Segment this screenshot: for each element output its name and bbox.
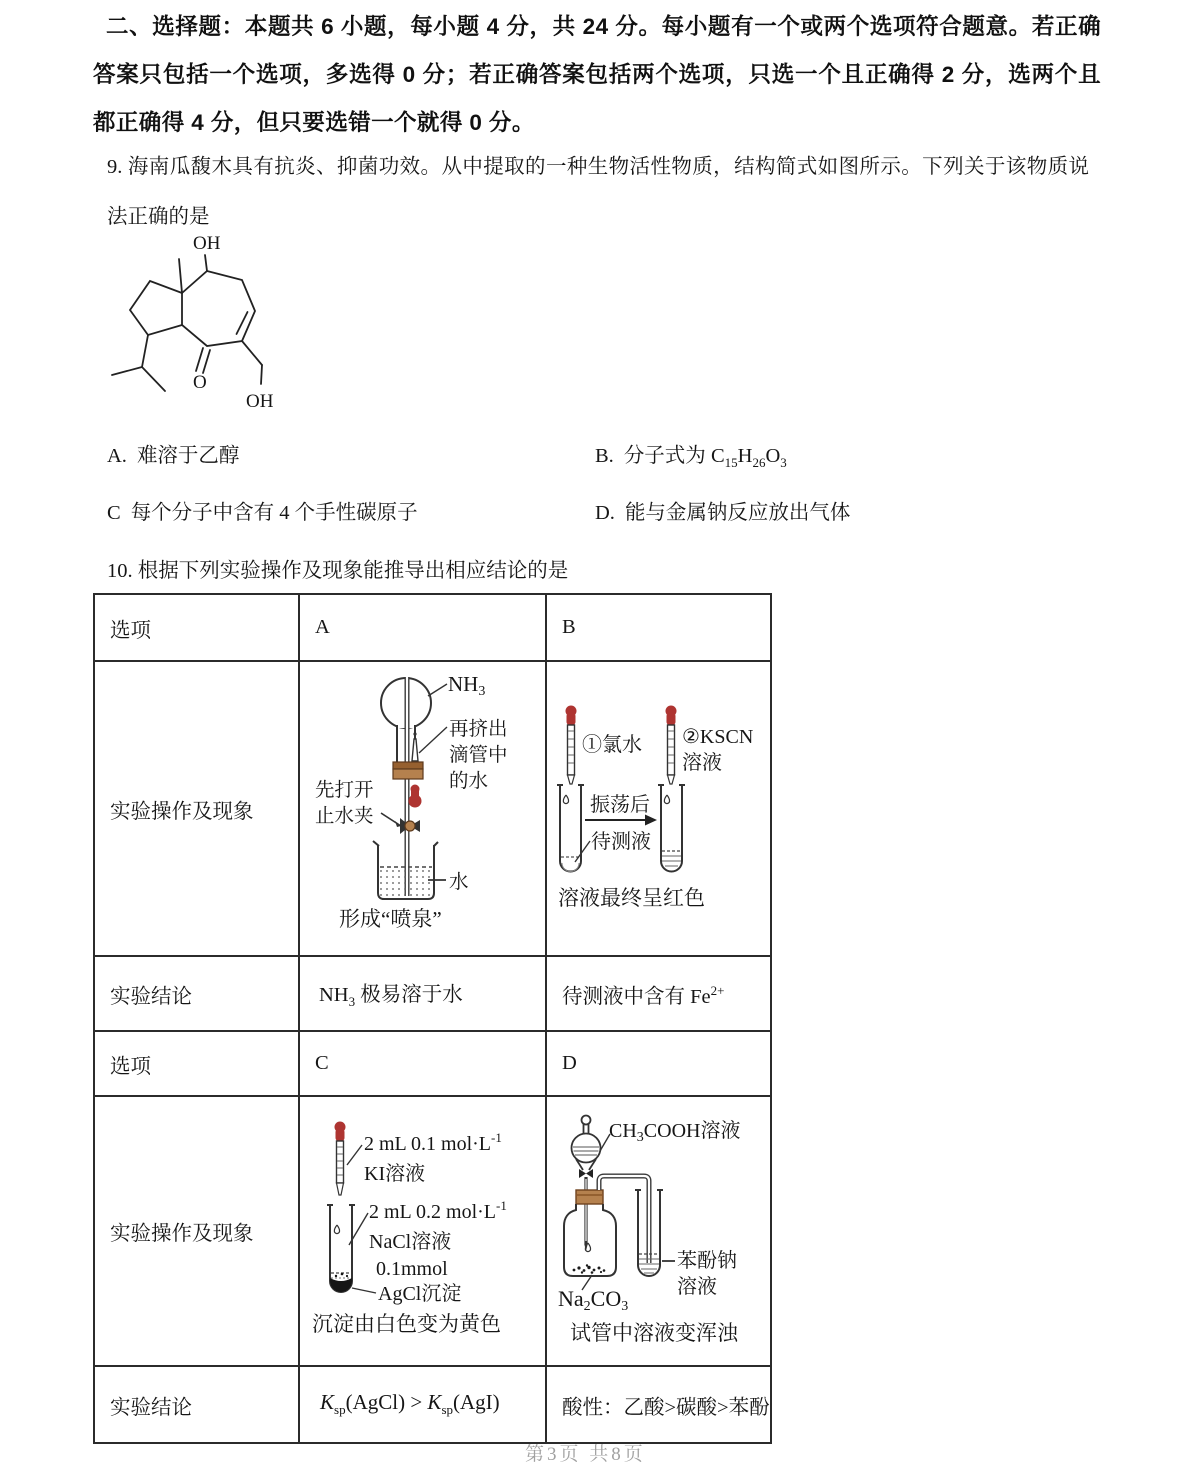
- flask-stopper: [576, 1190, 603, 1204]
- conclusion-b: 待测液中含有 $Fe^{2+}$: [547, 957, 770, 1032]
- dropping-funnel: [572, 1116, 601, 1171]
- diagram-a-caption: 形成“喷泉”: [339, 907, 442, 931]
- cell-b-diagram: [547, 662, 770, 957]
- o-label: O: [193, 372, 207, 393]
- page-footer-partial: 第3页 共8页: [525, 1444, 646, 1465]
- oh-bottom-label: OH: [246, 391, 274, 412]
- water-fill: [380, 869, 432, 897]
- diagram-c-caption: 沉淀由白色变为黄色: [312, 1312, 501, 1336]
- gas-generation-diagram: [552, 1107, 774, 1359]
- dropper-2: [666, 706, 677, 785]
- shake-label: 振荡后: [590, 794, 650, 816]
- isopropyl-right: [142, 367, 165, 391]
- diagram-b-caption: 溶液最终呈红色: [558, 886, 705, 910]
- cell-a-diagram: [300, 662, 547, 957]
- table-col-c-header: C: [300, 1032, 547, 1097]
- dropper-1: [566, 706, 577, 785]
- ch2oh-bond: [261, 365, 262, 384]
- droplet-glyph-2: [664, 795, 669, 804]
- option-a: A. 难溶于乙醇: [107, 445, 240, 467]
- funnel-stopcock: [579, 1169, 586, 1178]
- nh3-fountain-diagram: [301, 665, 545, 957]
- gas-bottle: [564, 1204, 616, 1276]
- methyl-bond: [179, 259, 182, 293]
- phenolate-label-1: 苯酚钠: [677, 1250, 737, 1272]
- arrow-head: [645, 815, 657, 826]
- mmol-label: 0.1mmol: [376, 1258, 448, 1280]
- clamp-label-2: 止水夹: [315, 806, 374, 827]
- table-row3-label: 实验结论: [95, 957, 300, 1032]
- dropper1-label: ①氯水: [582, 734, 642, 756]
- section-header: 二、选择题：本题共 6 小题，每小题 4 分，共 24 分。每小题有一个或两个选项符合题意。若正确答案只包括一个选项，多选得 0 分；若正确答案包括两个选项，只选一个且正确得 2 分，选两个且都正确得 4 分，但只要选错一个就得 0 分。: [93, 14, 1101, 135]
- sample-label: 待测液: [591, 831, 651, 853]
- isopropyl-bond: [142, 335, 148, 367]
- seven-membered-ring: [182, 271, 255, 346]
- clamp-label-1: 先打开: [315, 780, 374, 801]
- gas-label: NH3: [448, 672, 486, 699]
- nacl-label-line1: 2 mL 0.2 $mol\cdot L^{-1}$: [369, 1198, 507, 1223]
- nacl-label-line2: NaCl溶液: [369, 1231, 452, 1253]
- question-10-text: 10. 根据下列实验操作及现象能推导出相应结论的是: [107, 560, 569, 582]
- table-row2-label: 实验操作及现象: [95, 662, 300, 957]
- q9-structure-diagram: [95, 228, 345, 428]
- table-col-d-header: D: [547, 1032, 770, 1097]
- droplet-glyph: [334, 1225, 339, 1234]
- table-row4-label: 选项: [95, 1032, 300, 1097]
- na2co3-label: Na2CO3: [558, 1286, 629, 1314]
- ch2-bond: [242, 341, 262, 365]
- table-col-b-header: B: [547, 595, 770, 662]
- fe2-test-diagram: [552, 665, 772, 955]
- question-9-number: 9.: [107, 156, 123, 178]
- delivery-tube: [599, 1176, 649, 1263]
- acetic-acid-label: $CH_3COOH$溶液: [609, 1120, 741, 1145]
- option-c: C 每个分子中含有 4 个手性碳原子: [107, 502, 418, 524]
- question-9-text: 9. 海南瓜馥木具有抗炎、抑菌功效。从中提取的一种生物活性物质，结构简式如图所示。下列关于该物质说法正确的是: [107, 156, 1090, 228]
- agcl-label: AgCl沉淀: [378, 1283, 462, 1305]
- test-tube-2: [661, 785, 682, 872]
- ki-label-line1: 2 mL 0.1 $mol\cdot L^{-1}$: [364, 1130, 502, 1155]
- na2co3-solid: [573, 1264, 606, 1274]
- table-col-a-header: A: [300, 595, 547, 662]
- option-d: D. 能与金属钠反应放出气体: [595, 502, 851, 524]
- dropper-in-neck: [412, 739, 418, 761]
- dropper2-label-1: ②KSCN: [682, 726, 754, 748]
- ketone-bond-1: [196, 348, 203, 371]
- ki-dropper: [335, 1122, 346, 1196]
- squeeze-label-1: 再挤出: [449, 719, 508, 740]
- ketone-bond-2: [203, 350, 210, 373]
- ki-label-line2: KI溶液: [364, 1163, 426, 1185]
- phenolate-label-2: 溶液: [677, 1276, 717, 1298]
- dropper2-label-2: 溶液: [682, 752, 722, 774]
- q10-table: [93, 593, 772, 1444]
- water-label: 水: [449, 872, 469, 893]
- squeeze-label-3: 的水: [449, 771, 489, 792]
- droplet-glyph-1: [563, 795, 568, 804]
- oh-top-bond: [205, 255, 207, 271]
- agcl-ki-diagram: [302, 1105, 542, 1363]
- table-row6-label: 实验结论: [95, 1367, 300, 1442]
- squeeze-label-2: 滴管中: [449, 745, 508, 766]
- conclusion-a: $NH_3$ 极易溶于水: [300, 957, 547, 1032]
- option-b: B. 分子式为 $C_{15}H_{26}O_3$: [595, 445, 787, 471]
- conclusion-c: $K_{sp}(AgCl) > K_{sp}(AgI)$: [300, 1367, 547, 1442]
- test-tube: [330, 1205, 352, 1292]
- diagram-d-caption: 试管中溶液变浑浊: [570, 1321, 738, 1345]
- cell-d-diagram: [547, 1097, 770, 1367]
- isopropyl-left: [112, 367, 142, 375]
- table-row1-label: 选项: [95, 595, 300, 662]
- conclusion-d: 酸性：乙酸>碳酸>苯酚: [547, 1367, 770, 1442]
- cell-c-diagram: [300, 1097, 547, 1367]
- oh-top-label: OH: [193, 233, 221, 254]
- rubber-stopper: [393, 762, 423, 769]
- five-membered-ring: [130, 281, 182, 335]
- table-row5-label: 实验操作及现象: [95, 1097, 300, 1367]
- question-10-number: 10.: [107, 560, 133, 582]
- dropper-bulb: [411, 785, 420, 794]
